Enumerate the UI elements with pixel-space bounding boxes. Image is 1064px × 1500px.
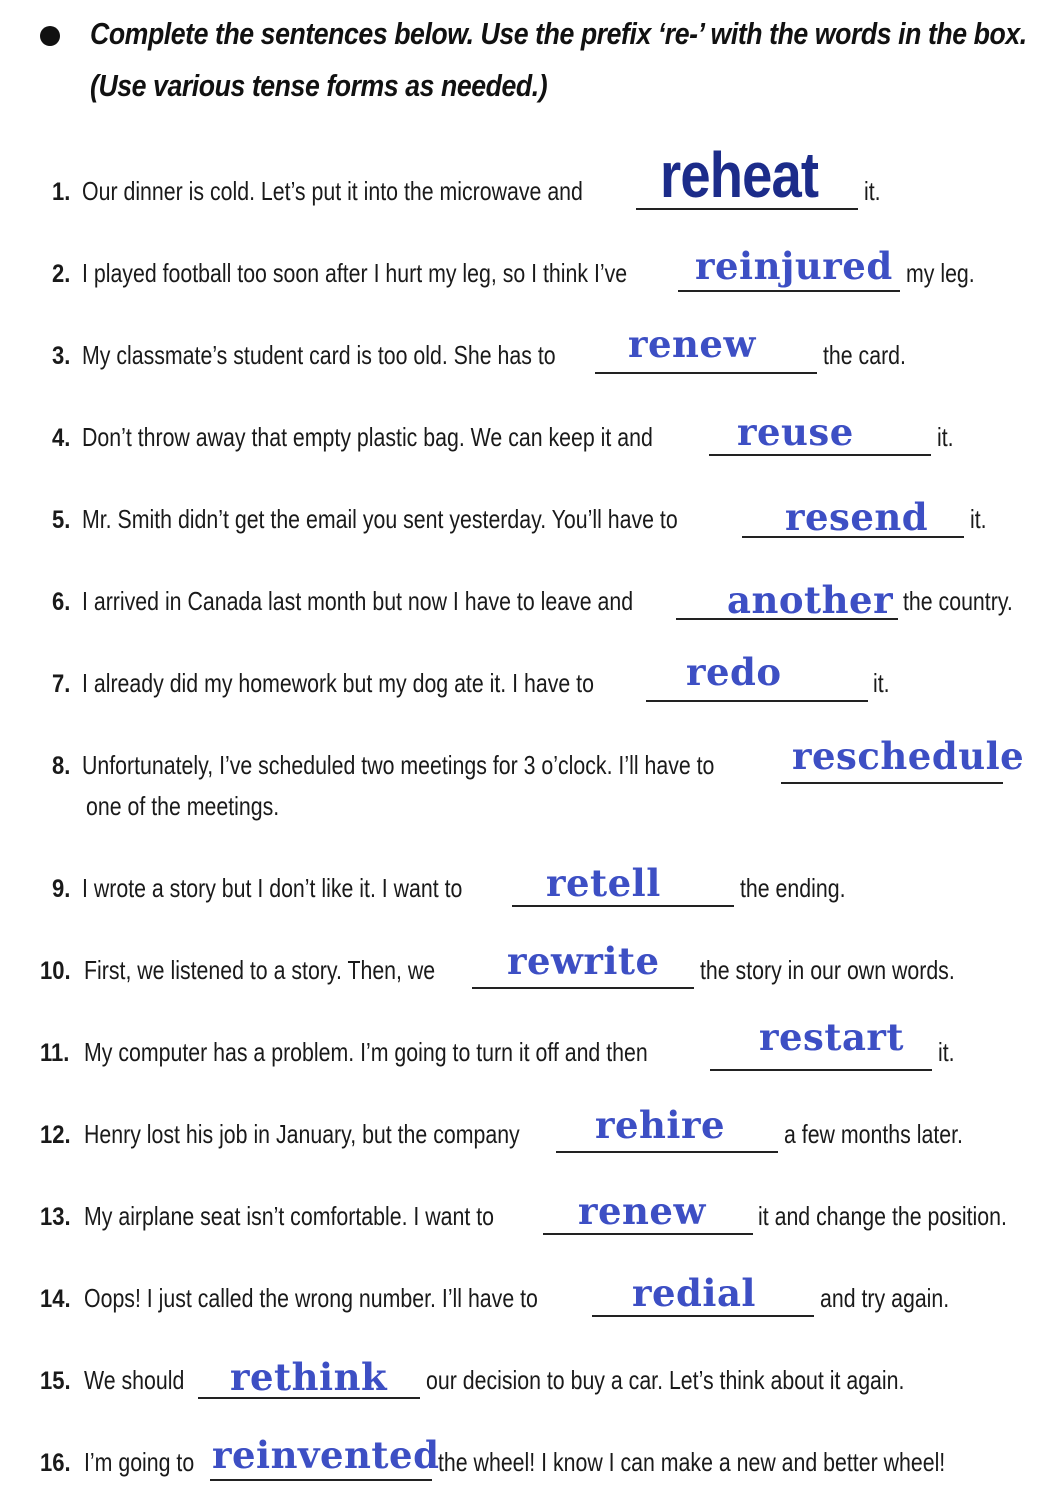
exercise-item-3 (0, 314, 1064, 384)
exercise-item-5 (0, 478, 1064, 548)
sentence-before: I already did my homework but my dog ate it. I have to (82, 668, 594, 698)
item-number: 2. (52, 260, 71, 288)
instruction-line-1: Complete the sentences below. Use the prefix ‘re-’ with the words in the box. (90, 16, 1027, 51)
answer-text: reinjured (695, 244, 893, 288)
sentence-before: I wrote a story but I don’t like it. I want to (82, 873, 463, 903)
answer-blank (556, 1151, 778, 1153)
answer-text: redo (686, 650, 782, 694)
answer-text: reuse (737, 410, 854, 454)
answer-blank (472, 987, 694, 989)
sentence-after: our decision to buy a car. Let’s think about it again. (426, 1365, 905, 1395)
answer-blank (646, 700, 868, 702)
instruction-line-2: (Use various tense forms as needed.) (90, 68, 548, 103)
exercise-item-2 (0, 232, 1064, 302)
sentence-after: it. (970, 504, 987, 534)
answer-blank (781, 782, 1003, 784)
item-number: 12. (40, 1121, 71, 1149)
exercise-item-15 (0, 1339, 1064, 1409)
answer-blank (210, 1479, 432, 1481)
item-number: 7. (52, 670, 71, 698)
answer-text: restart (759, 1015, 905, 1059)
exercise-item-8 (0, 724, 1064, 834)
answer-text: reschedule (792, 734, 1025, 778)
instructions (0, 0, 1064, 120)
answer-blank (709, 454, 931, 456)
exercise-item-10 (0, 929, 1064, 999)
sentence-after: it. (873, 668, 890, 698)
sentence-after: and try again. (820, 1283, 950, 1313)
sentence-after: the card. (823, 340, 906, 370)
answer-text: reinvented (212, 1433, 440, 1477)
exercise-item-16 (0, 1421, 1064, 1491)
answer-text: redial (632, 1271, 756, 1315)
sentence-after: the story in our own words. (700, 955, 955, 985)
item-number: 8. (52, 752, 71, 780)
answer-text: renew (628, 322, 756, 366)
item-number: 11. (40, 1039, 70, 1067)
item-number: 16. (40, 1449, 71, 1477)
item-number: 3. (52, 342, 71, 370)
answer-blank (512, 905, 734, 907)
sentence-before: Oops! I just called the wrong number. I’ll have to (84, 1283, 538, 1313)
answer-text: rewrite (507, 939, 660, 983)
exercise-item-7 (0, 642, 1064, 712)
sentence-before: My airplane seat isn’t comfortable. I want to (84, 1201, 495, 1231)
answer-text: renew (578, 1189, 706, 1233)
sentence-before: My computer has a problem. I’m going to turn it off and then (84, 1037, 648, 1067)
sentence-after: it. (938, 1037, 955, 1067)
answer-text: resend (785, 495, 929, 539)
sentence-before: Don’t throw away that empty plastic bag. We can keep it and (82, 422, 653, 452)
exercise-item-9 (0, 847, 1064, 917)
exercise-item-1 (0, 139, 1064, 220)
sentence-after: the ending. (740, 873, 846, 903)
answer-text: reheat (660, 139, 819, 211)
item-number: 13. (40, 1203, 71, 1231)
answer-blank (595, 372, 817, 374)
exercise-item-4 (0, 396, 1064, 466)
item-number: 9. (52, 875, 71, 903)
sentence-before: I’m going to (84, 1447, 195, 1477)
sentence-before: Mr. Smith didn’t get the email you sent yesterday. You’ll have to (82, 504, 678, 534)
item-number: 15. (40, 1367, 71, 1395)
item-number: 14. (40, 1285, 71, 1313)
sentence-after: my leg. (906, 258, 975, 288)
sentence-before: We should (84, 1365, 185, 1395)
answer-blank (710, 1069, 932, 1071)
sentence-before: I arrived in Canada last month but now I have to leave and (82, 586, 634, 616)
sentence-after: a few months later. (784, 1119, 963, 1149)
sentence-after: the wheel! I know I can make a new and better wheel! (438, 1447, 946, 1477)
exercise-item-14 (0, 1257, 1064, 1327)
sentence-before: I played football too soon after I hurt my leg, so I think I’ve (82, 258, 628, 288)
sentence-after: it. (864, 176, 881, 206)
exercise-item-12 (0, 1093, 1064, 1163)
answer-text: retell (546, 861, 661, 905)
item-number: 10. (40, 957, 71, 985)
exercise-item-13 (0, 1175, 1064, 1245)
sentence-before: First, we listened to a story. Then, we (84, 955, 436, 985)
answer-blank (543, 1233, 753, 1235)
answer-text: rethink (230, 1355, 388, 1399)
answer-text: another (727, 578, 894, 622)
item-number: 4. (52, 424, 71, 452)
item-number: 6. (52, 588, 71, 616)
item-number: 5. (52, 506, 71, 534)
answer-blank (592, 1315, 814, 1317)
sentence-after: the country. (903, 586, 1013, 616)
answer-text: rehire (595, 1103, 726, 1147)
sentence-before: Our dinner is cold. Let’s put it into the microwave and (82, 176, 583, 206)
sentence-after: it and change the position. (758, 1201, 1007, 1231)
sentence-before: My classmate’s student card is too old. She has to (82, 340, 556, 370)
exercise-item-6 (0, 560, 1064, 630)
sentence-after: it. (937, 422, 954, 452)
item-number: 1. (52, 178, 71, 206)
sentence-after: one of the meetings. (86, 791, 280, 821)
exercise-item-11 (0, 1011, 1064, 1081)
sentence-before: Unfortunately, I’ve scheduled two meetings for 3 o’clock. I’ll have to (82, 750, 715, 780)
sentence-before: Henry lost his job in January, but the company (84, 1119, 520, 1149)
bullet-icon (40, 26, 60, 46)
answer-blank (678, 290, 900, 292)
